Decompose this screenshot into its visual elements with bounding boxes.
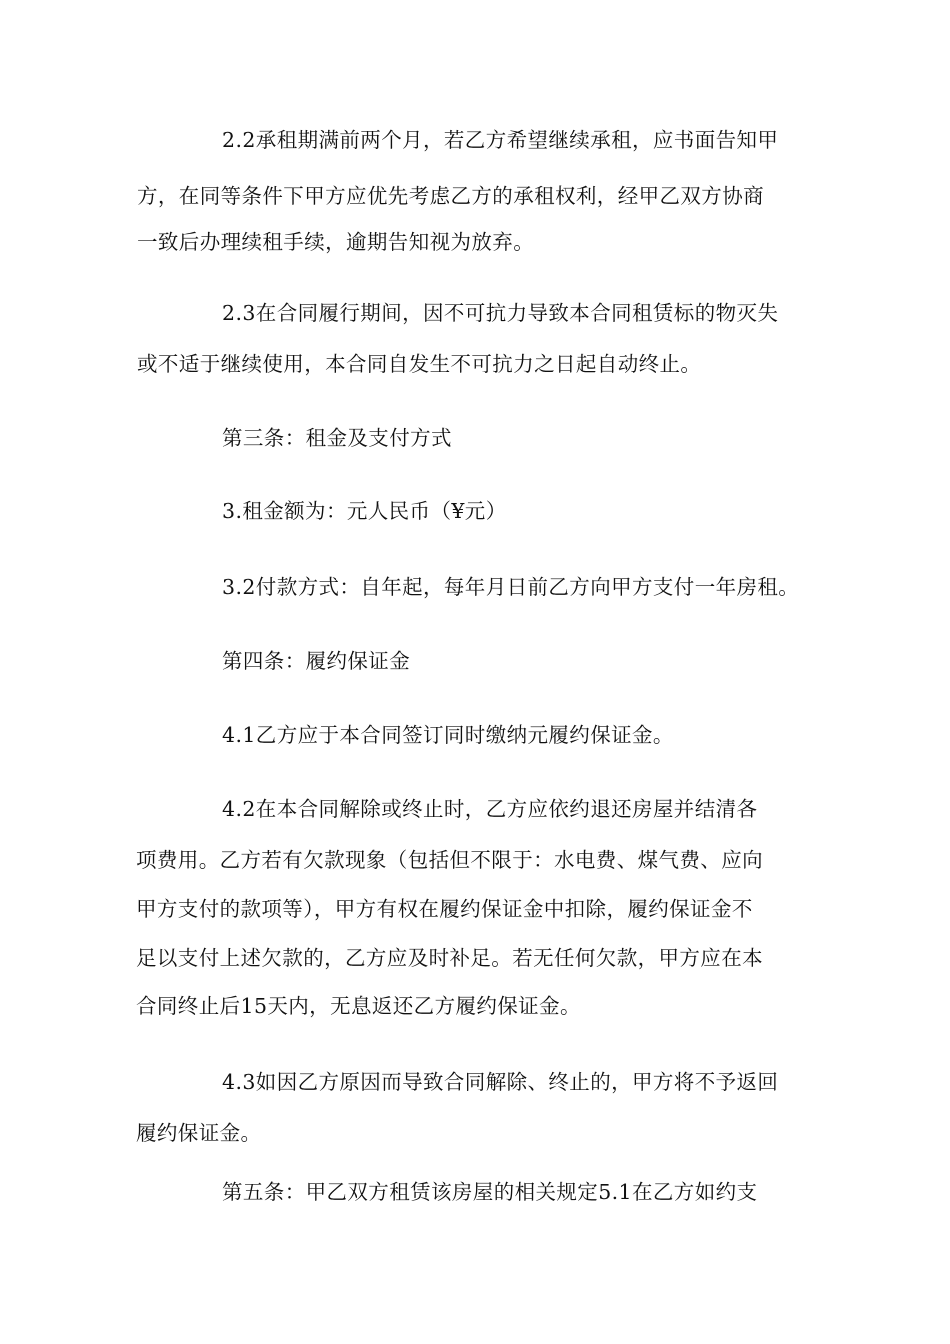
- paragraph-4-3-line-2: 履约保证金。: [136, 1121, 262, 1145]
- paragraph-4-2-line-5: 合同终止后15天内，无息返还乙方履约保证金。: [136, 994, 581, 1018]
- paragraph-4-2-line-1: 4.2在本合同解除或终止时，乙方应依约退还房屋并结清各: [222, 797, 758, 821]
- paragraph-4-2-line-3: 甲方支付的款项等），甲方有权在履约保证金中扣除，履约保证金不: [136, 897, 753, 921]
- paragraph-2-3-line-2: 或不适于继续使用，本合同自发生不可抗力之日起自动终止。: [137, 352, 702, 376]
- paragraph-4-2-line-4: 足以支付上述欠款的，乙方应及时补足。若无任何欠款，甲方应在本: [136, 946, 763, 970]
- article-4-heading: 第四条：履约保证金: [222, 649, 411, 673]
- paragraph-2-2-line-1: 2.2承租期满前两个月，若乙方希望继续承租，应书面告知甲: [222, 128, 779, 152]
- paragraph-3-1: 3.租金额为：元人民币（¥元）: [222, 499, 507, 523]
- paragraph-2-2-line-2: 方，在同等条件下甲方应优先考虑乙方的承租权利，经甲乙双方协商: [137, 184, 764, 208]
- paragraph-4-1: 4.1乙方应于本合同签订同时缴纳元履约保证金。: [222, 723, 674, 747]
- paragraph-4-3-line-1: 4.3如因乙方原因而导致合同解除、终止的，甲方将不予返回: [222, 1070, 779, 1094]
- paragraph-3-2: 3.2付款方式：自年起，每年月日前乙方向甲方支付一年房租。: [222, 575, 800, 599]
- paragraph-2-2-line-3: 一致后办理续租手续，逾期告知视为放弃。: [137, 230, 535, 254]
- article-3-heading: 第三条：租金及支付方式: [222, 426, 452, 450]
- paragraph-2-3-line-1: 2.3在合同履行期间，因不可抗力导致本合同租赁标的物灭失: [222, 301, 779, 325]
- article-5-heading: 第五条：甲乙双方租赁该房屋的相关规定5.1在乙方如约支: [222, 1180, 758, 1204]
- paragraph-4-2-line-2: 项费用。乙方若有欠款现象（包括但不限于：水电费、煤气费、应向: [136, 848, 763, 872]
